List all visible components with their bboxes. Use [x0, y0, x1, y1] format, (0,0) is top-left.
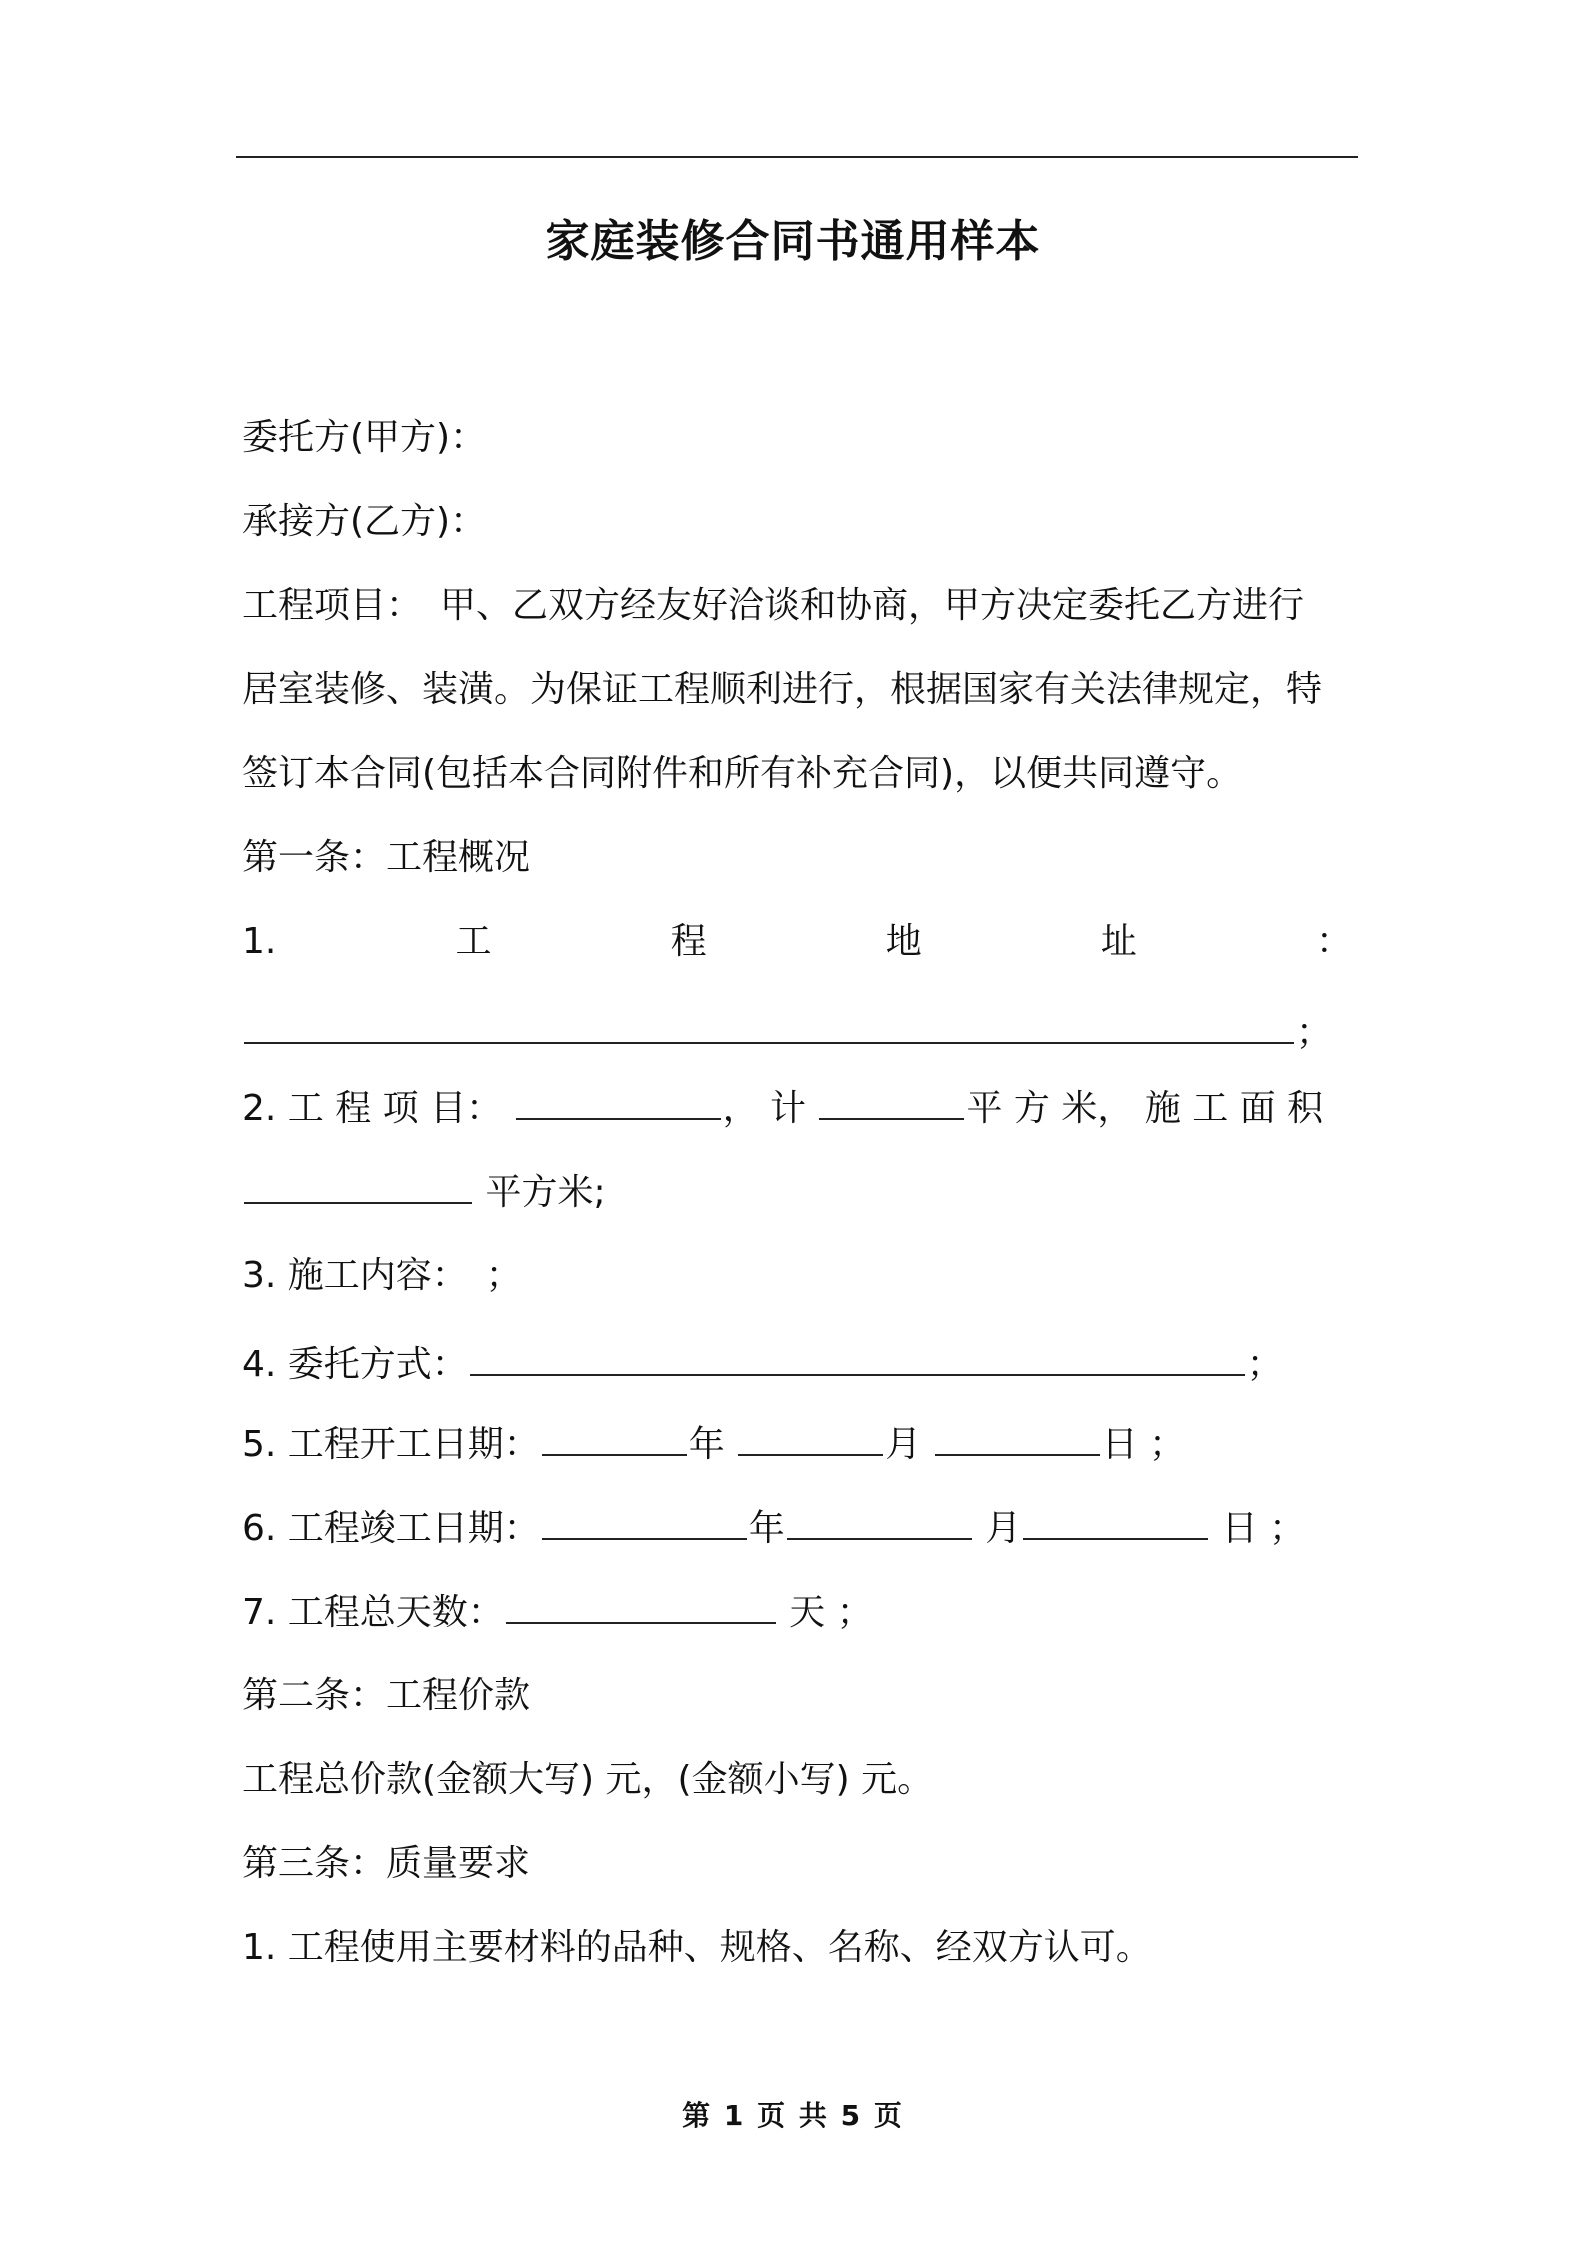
item-6-line: [242, 1502, 1352, 1555]
item-1-part: 1.: [242, 921, 277, 962]
item-2-count: ， 计: [722, 1088, 807, 1129]
party-b-line: 承接方(乙方)：: [242, 501, 487, 542]
item-7-line: [242, 1586, 1352, 1639]
area-blank: [819, 1082, 964, 1120]
item-5-line: [242, 1418, 1352, 1471]
item-3-line: 3. 施工内容： ；: [242, 1255, 522, 1296]
item-5-month: 月: [885, 1424, 922, 1465]
quality-item-1: 1. 工程使用主要材料的品种、规格、名称、经双方认可。: [242, 1927, 1152, 1968]
end-year-blank: [542, 1502, 747, 1540]
item-1-address-label: [242, 916, 1352, 968]
start-month-blank: [738, 1418, 883, 1456]
item-1-part: 地: [885, 921, 922, 962]
article-2-heading: 第二条：工程价款: [242, 1675, 531, 1716]
item-5-day: 日 ；: [1101, 1424, 1186, 1465]
item-2-label: 2. 工 程 项 目：: [242, 1088, 503, 1129]
intro-line-1: 工程项目： 甲、乙双方经友好洽谈和协商，甲方决定委托乙方进行: [242, 585, 1305, 626]
project-blank: [516, 1082, 721, 1120]
construction-area-blank: [244, 1166, 472, 1204]
item-7-end: 天 ；: [789, 1592, 873, 1633]
item-2-unit: 平方米;: [485, 1172, 606, 1213]
item-1-end: ；: [1296, 1012, 1333, 1053]
item-6-day: 日 ；: [1221, 1508, 1306, 1549]
item-2-area: 平 方 米， 施 工 面 积: [966, 1088, 1324, 1129]
item-5-label: 5. 工程开工日期：: [242, 1424, 540, 1465]
start-day-blank: [935, 1418, 1100, 1456]
item-1-part: 工: [455, 921, 492, 962]
start-year-blank: [542, 1418, 687, 1456]
item-7-label: 7. 工程总天数：: [242, 1592, 504, 1633]
item-4-label: 4. 委托方式：: [242, 1344, 468, 1385]
total-days-blank: [506, 1586, 776, 1624]
item-1-part: ：: [1315, 921, 1352, 962]
header-rule: [236, 156, 1358, 158]
item-1-part: 址: [1100, 921, 1137, 962]
address-blank: [244, 1006, 1294, 1044]
item-1-address-blank-line: [242, 1006, 1352, 1059]
intro-line-2: 居室装修、装潢。为保证工程顺利进行，根据国家有关法律规定，特: [242, 669, 1323, 710]
item-2-continued: [242, 1166, 1352, 1219]
article-3-heading: 第三条：质量要求: [242, 1843, 531, 1884]
item-5-year: 年: [688, 1424, 725, 1465]
page-number: 第 1 页 共 5 页: [682, 2099, 904, 2132]
entrust-method-blank: [470, 1338, 1245, 1376]
end-month-blank: [787, 1502, 972, 1540]
document-title: 家庭装修合同书通用样本: [545, 216, 1041, 267]
item-6-year: 年: [748, 1508, 785, 1549]
intro-line-3: 签订本合同(包括本合同附件和所有补充合同)，以便共同遵守。: [242, 753, 1243, 794]
item-4-line: [242, 1338, 1352, 1391]
item-6-month: 月: [985, 1508, 1022, 1549]
end-day-blank: [1023, 1502, 1208, 1540]
item-4-end: ；: [1246, 1344, 1283, 1385]
item-1-part: 程: [670, 921, 707, 962]
article-1-heading: 第一条：工程概况: [242, 837, 531, 878]
party-a-line: 委托方(甲方)：: [242, 417, 487, 458]
item-6-label: 6. 工程竣工日期：: [242, 1508, 540, 1549]
item-2-line: [242, 1082, 1352, 1135]
price-line: 工程总价款(金额大写) 元，(金额小写) 元。: [242, 1759, 934, 1800]
